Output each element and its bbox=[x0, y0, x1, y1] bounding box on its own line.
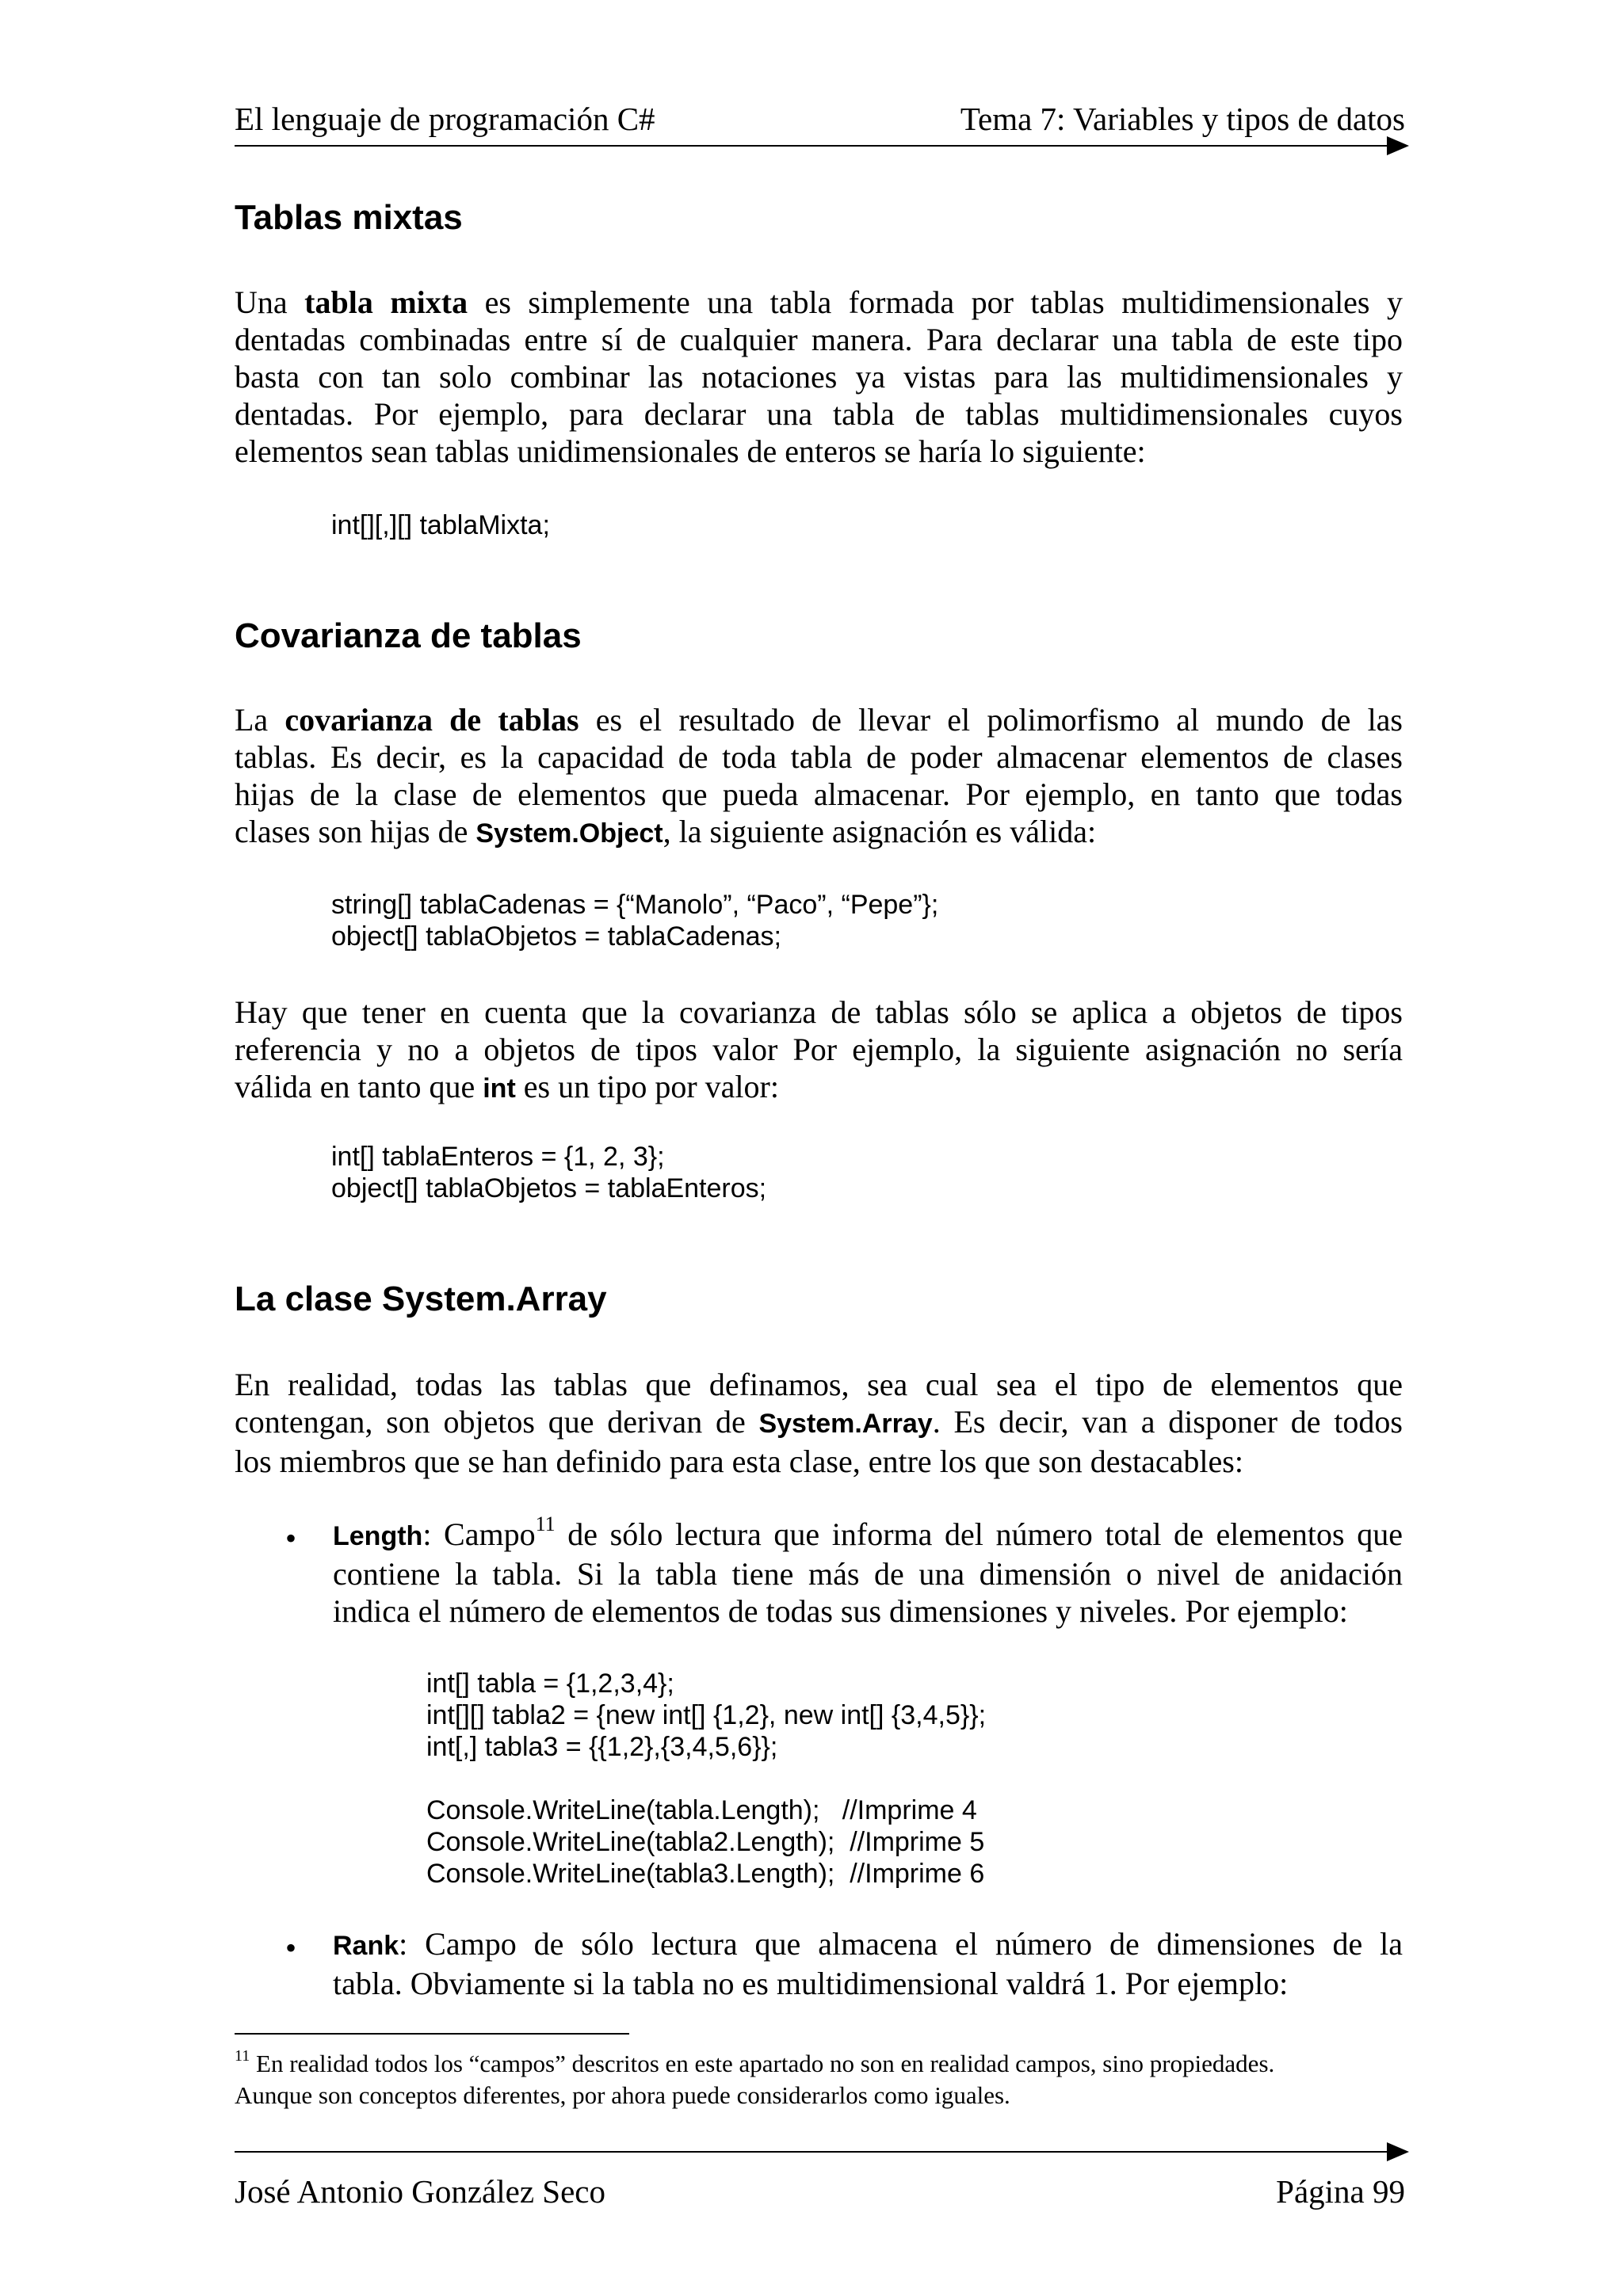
para-tablas-mixtas: Una tabla mixta es simplemente una tabla formada por tablas multidimensionales y dentadas combinadas entre sí de cualquier manera. Para declarar una tabla de este tipo basta con tan solo combinar las notaciones ya vistas para las multidimensionales y dentadas. Por ejemplo, para declarar una tabla de tablas multidimensionales cuyos elementos sean tablas unidimensionales de enteros se haría lo siguiente: bbox=[235, 284, 1403, 469]
inline-code-int: int bbox=[483, 1074, 516, 1104]
code-length-example: int[] tabla = {1,2,3,4}; int[][] tabla2 = {new int[] {1,2}, new int[] {3,4,5}}; int[,] tabla3 = {{1,2},{3,4,5,6}}; Console.WriteLine(tabla.Length); //Imprime 4 Console.WriteLine(tabla2.Length); //Imprime 5 Console.WriteLine(tabla3.Length); //Imprime 6 bbox=[426, 1669, 987, 1889]
para-covarianza-2: Hay que tener en cuenta que la covarianza de tablas sólo se aplica a objetos de tipos referencia y no a objetos de tipos valor Por ejemplo, la siguiente asignación no sería válida en tanto que int es un tipo por valor: bbox=[235, 994, 1403, 1104]
code-covarianza-2: int[] tablaEnteros = {1, 2, 3}; object[] tablaObjetos = tablaEnteros; bbox=[331, 1142, 767, 1203]
heading-system-array: La clase System.Array bbox=[235, 1280, 607, 1318]
list-item-rank: Rank: Campo de sólo lectura que almacena el número de dimensiones de la tabla. Obviamente si la tabla no es multidimensional valdrá 1. Por ejemplo: bbox=[333, 1926, 1403, 2001]
bullet-rank-icon: • bbox=[285, 1930, 297, 1966]
header-arrow-icon bbox=[1387, 136, 1409, 155]
header-rule bbox=[235, 145, 1393, 147]
footer-author: José Antonio González Seco bbox=[235, 2173, 605, 2210]
footer-arrow-icon bbox=[1387, 2142, 1409, 2161]
footer-rule bbox=[235, 2151, 1393, 2153]
header-right: Tema 7: Variables y tipos de datos bbox=[960, 101, 1405, 137]
footnote-rule bbox=[235, 2033, 629, 2035]
para-system-array: En realidad, todas las tablas que definamos, sea cual sea el tipo de elementos que contengan, son objetos que derivan de System.Array. Es decir, van a disponer de todos los miembros que se han definido para esta clase, entre los que son destacables: bbox=[235, 1367, 1403, 1479]
code-tabla-mixta: int[][,][] tablaMixta; bbox=[331, 510, 550, 540]
header-left: El lenguaje de programación C# bbox=[235, 101, 655, 137]
footer-page-number: Página 99 bbox=[1276, 2173, 1405, 2210]
inline-code-system-array: System.Array bbox=[758, 1409, 933, 1439]
inline-code-length: Length bbox=[333, 1521, 423, 1551]
heading-tablas-mixtas: Tablas mixtas bbox=[235, 198, 463, 237]
inline-code-rank: Rank bbox=[333, 1931, 399, 1961]
inline-code-system-object: System.Object bbox=[475, 818, 663, 849]
footnote-11: $^{11}$ En realidad todos los “campos” descritos en este apartado no son en realidad campos, sino propiedades. Aunque son conceptos diferentes, por ahora puede considerarlos como iguales. bbox=[235, 2047, 1275, 2109]
bullet-length-icon: • bbox=[285, 1520, 297, 1556]
footnote-ref-11: 11 bbox=[535, 1512, 556, 1535]
list-item-length: Length: Campo$^{11}$ de sólo lectura que informa del número total de elementos que contiene la tabla. Si la tabla tiene más de una dimensión o nivel de anidación indica el número de elementos de todas sus dimensiones y niveles. Por ejemplo: bbox=[333, 1512, 1403, 1629]
code-covarianza-1: string[] tablaCadenas = {“Manolo”, “Paco”, “Pepe”}; object[] tablaObjetos = tablaCadenas; bbox=[331, 890, 939, 952]
heading-covarianza: Covarianza de tablas bbox=[235, 616, 582, 655]
para-covarianza: La covarianza de tablas es el resultado de llevar el polimorfismo al mundo de las tablas. Es decir, es la capacidad de toda tabla de poder almacenar elementos de clases hijas de la clase de elementos que pueda almacenar. Por ejemplo, en tanto que todas clases son hijas de System.Object, la siguiente asignación es válida: bbox=[235, 702, 1403, 849]
